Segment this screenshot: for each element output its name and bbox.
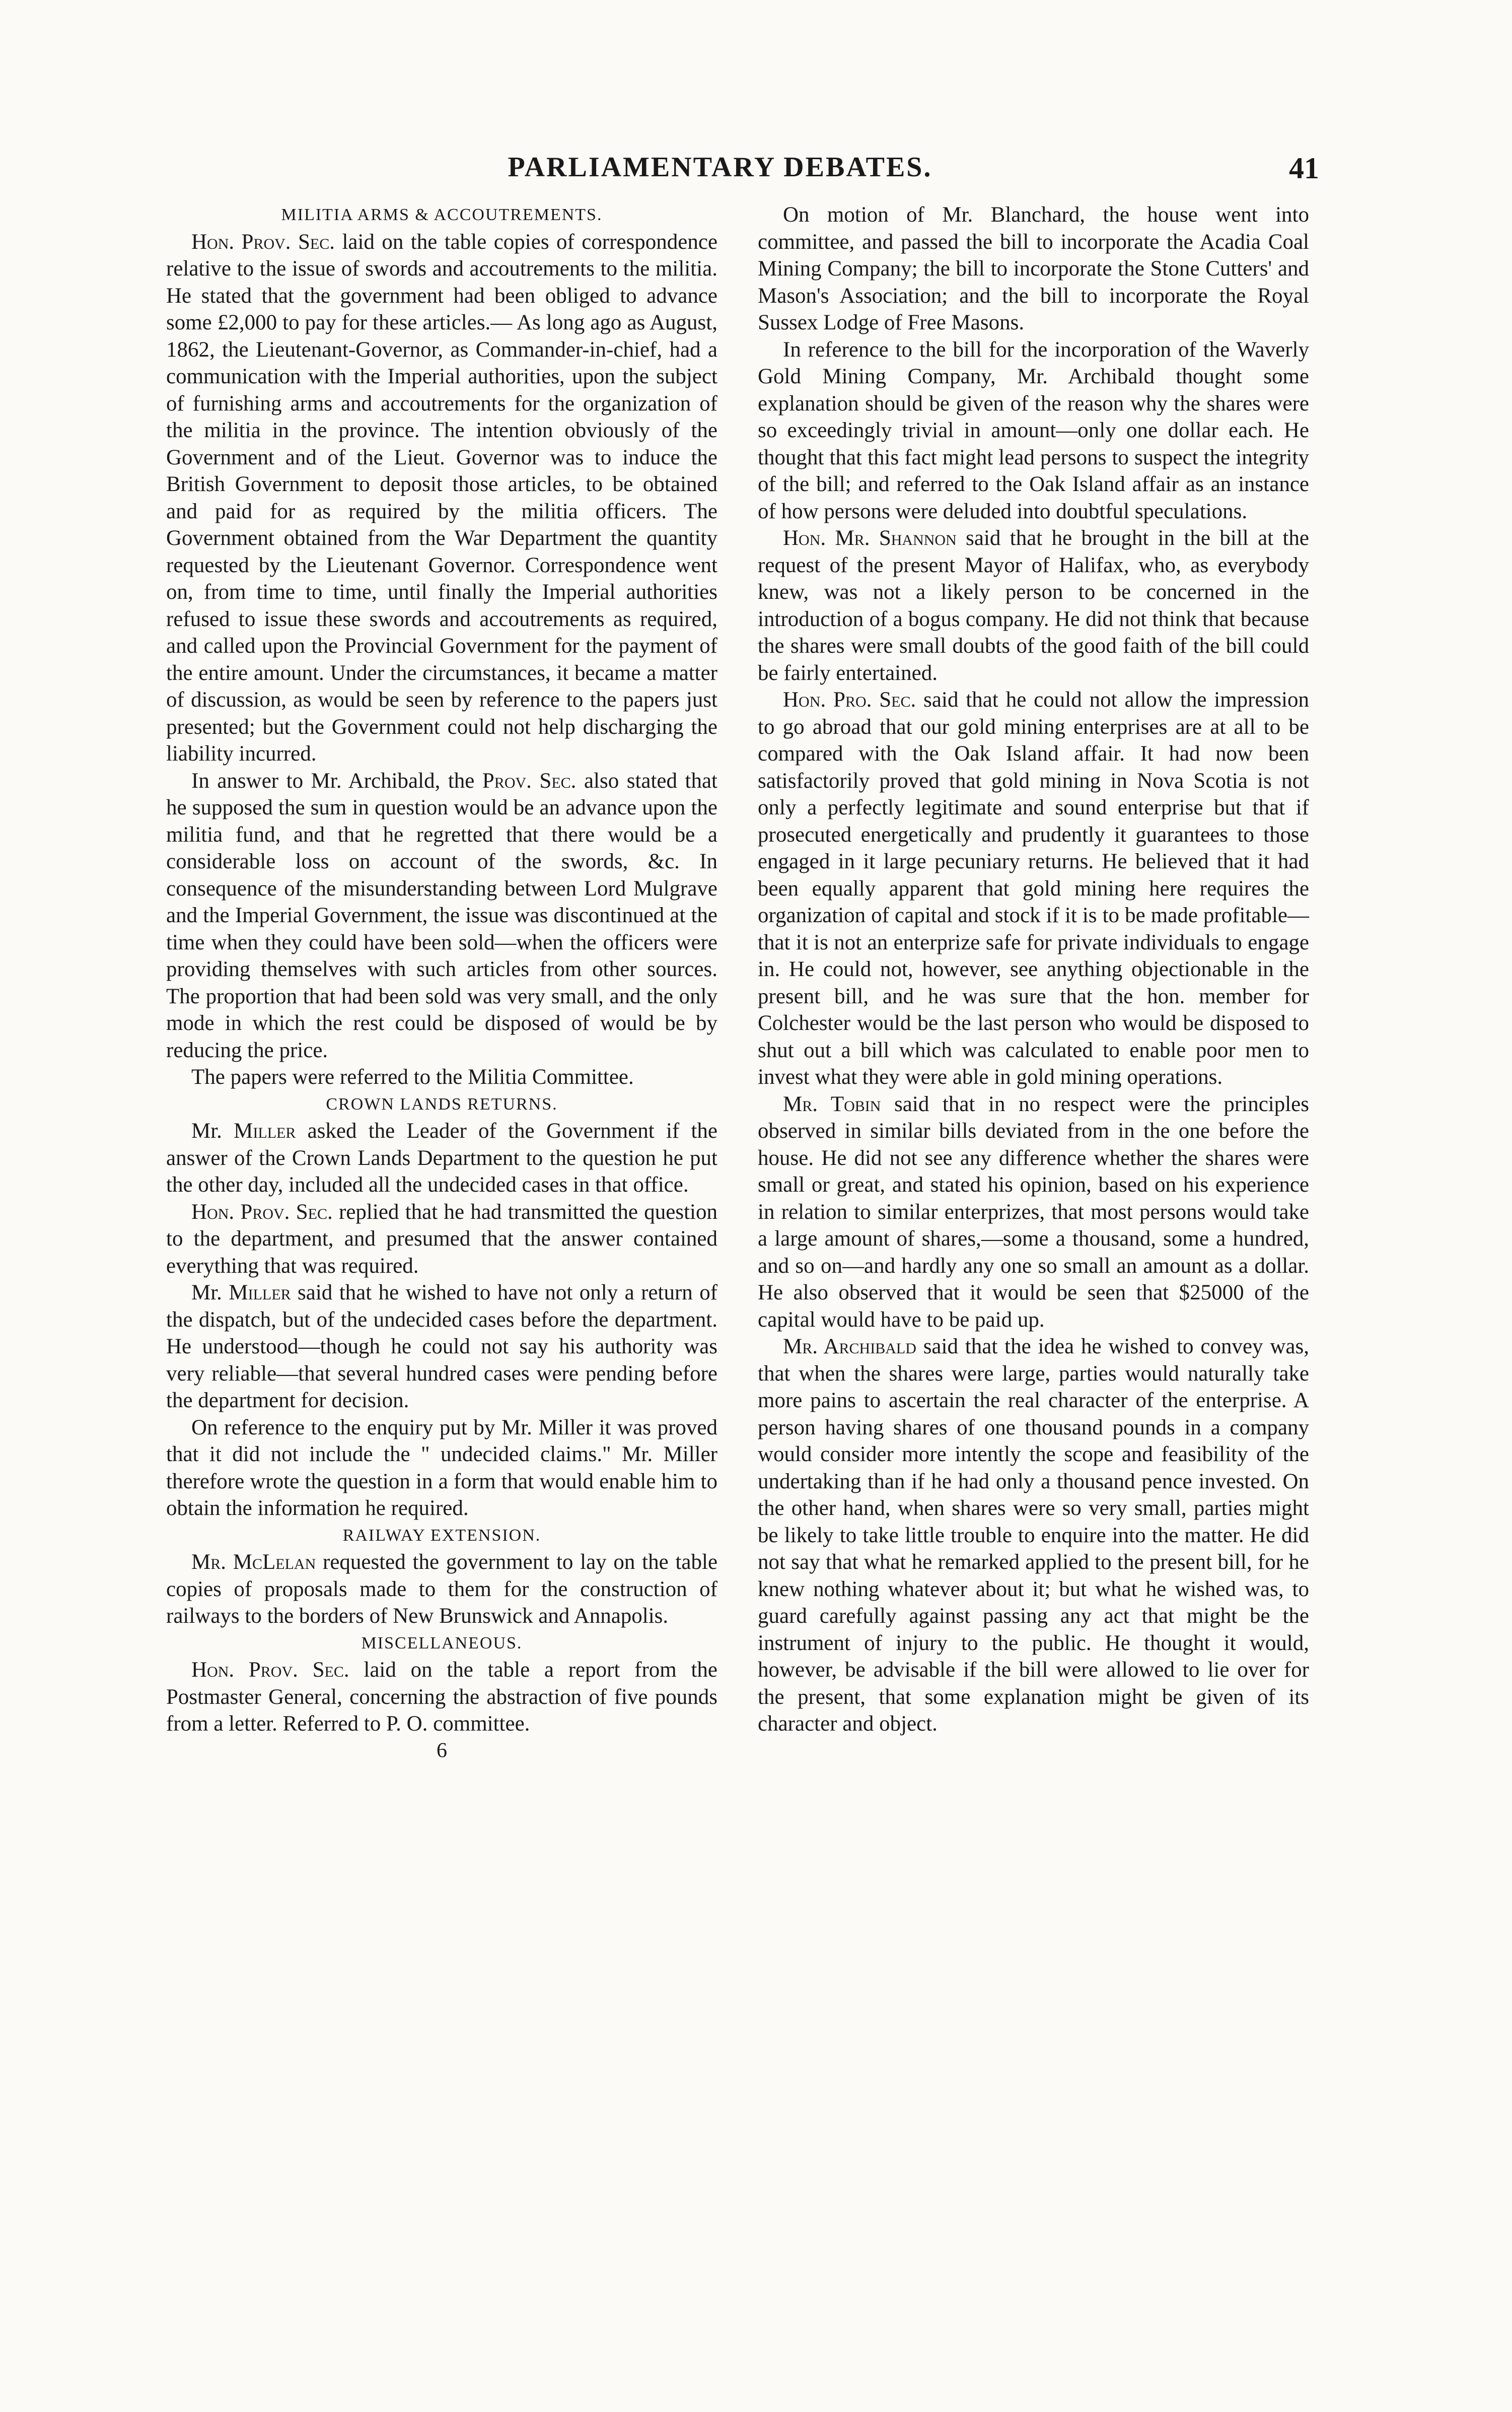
paragraph: [758, 201, 1309, 336]
paragraph-text: On motion of Mr. Blanchard, the house went into committee, and passed the bill to incorporate the Acadia Coal Mining Company; the bill to incorporate the Stone Cutters' and Mason's Association; and the bill to incorporate the Royal Sussex Lodge of Free Masons.: [758, 203, 1309, 334]
paragraph-text: replied that he had transmitted the question to the department, and presumed that the answer contained everything that was required.: [166, 1200, 717, 1278]
running-head: [166, 151, 1319, 191]
paragraph-text: requested the government to lay on the table copies of proposals made to them for the construction of railways to the borders of New Brunswick and Annapolis.: [166, 1550, 718, 1628]
speaker-name: Prov. Sec.: [482, 769, 577, 793]
speaker-name: Hon. Pro. Sec.: [783, 688, 916, 712]
speaker-name: Miller: [229, 1281, 291, 1304]
paragraph-text: On reference to the enquiry put by Mr. Miller it was proved that it did not include the " undecided claims." Mr. Miller therefore wrote the question in a form that would enable him to obtain the information he required.: [166, 1415, 717, 1520]
paragraph: [166, 1414, 717, 1522]
paragraph-text: said that he wished to have not only a return of the dispatch, but of the undecided cases before the department. He understood—though he could not say his authority was very reliable—that several hundred cases were pending before the department for decision.: [166, 1281, 718, 1412]
speaker-name: Hon. Prov. Sec.: [191, 1200, 333, 1224]
speaker-name: Mr. McLelan: [191, 1550, 316, 1574]
paragraph-text: The papers were referred to the Militia Committee.: [191, 1065, 634, 1089]
section-heading-militia: MILITIA ARMS & ACCOUTREMENTS.: [281, 205, 603, 224]
page-number: 41: [1289, 152, 1319, 185]
speaker-name: Mr. Tobin: [783, 1092, 881, 1116]
section-heading-railway: RAILWAY EXTENSION.: [342, 1526, 541, 1545]
paragraph-text: Mr.: [191, 1119, 222, 1143]
signature-mark: 6: [437, 1739, 447, 1762]
paragraph-text: laid on the table copies of correspondence relative to the issue of swords and accoutrements to the militia. He stated that the government had been obliged to advance some £2,000 to pay for these articles.— As long ago as August, 1862, the Lieutenant-Governor, as Commander-in-chief, had a communication with the Imperial authorities, upon the subject of furnishing arms and accoutrements for the organization of the militia in the province. The intention obviously of the Government and of the Lieut. Governor was to induce the British Government to deposit those articles, to be obtained and paid for as required by the militia officers. The Government obtained from the War Department the quantity requested by the Lieutenant Governor. Correspondence went on, from time to time, until finally the Imperial authorities refused to issue these swords and accoutrements as required, and called upon the Provincial Government for the payment of the entire amount. Under the circumstances, it became a matter of discussion, as would be seen by reference to the papers just presented; but the Government could not help discharging the liability incurred.: [166, 230, 718, 766]
paragraph-text: asked the Leader of the Government if the answer of the Crown Lands Department to the question he put the other day, included all the undecided cases in that office.: [166, 1119, 717, 1197]
paragraph: [166, 1118, 717, 1199]
paragraph-text: In reference to the bill for the incorporation of the Waverly Gold Mining Company, Mr. Archibald thought some explanation should be given of the reason why the shares were so exceedingly trivial in amount—only one dollar each. He thought that this fact might lead persons to suspect the integrity of the bill; and referred to the Oak Island affair as an instance of how persons were deluded into doubtful speculations.: [758, 337, 1309, 523]
paragraph: [166, 768, 717, 1064]
running-title: PARLIAMENTARY DEBATES.: [508, 152, 932, 183]
paragraph-text: said that the idea he wished to convey was, that when the shares were large, parties would naturally take more pains to ascertain the real character of the enterprise. A person having shares of one thousand pounds in a company would consider more intently the scope and feasibility of the undertaking than if he had only a thousand pence invested. On the other hand, when shares were so very small, parties might be likely to take little trouble to enquire into the matter. He did not say that what he remarked applied to the present bill, for he knew nothing whatever about it; but what he wished was, to guard carefully against passing any act that might be the instrument of injury to the public. He thought it would, however, be advisable if the bill were allowed to lie over for the present, that some explanation might be given of its character and object.: [758, 1335, 1309, 1736]
left-column: [166, 201, 717, 1764]
paragraph: [758, 336, 1309, 525]
paragraph: [166, 1279, 717, 1414]
paragraph-text: In answer to Mr. Archibald, the: [191, 769, 475, 793]
paragraph: [166, 1199, 717, 1280]
paragraph: [758, 686, 1309, 1091]
paragraph: [758, 1333, 1309, 1738]
paragraph: [166, 1064, 717, 1091]
section-heading-miscellaneous: MISCELLANEOUS.: [361, 1633, 523, 1652]
paragraph-text: also stated that he supposed the sum in question would be an advance upon the militia fund, and that he regretted that there would be a considerable loss on account of the swords, &c. In consequence of the misunderstanding between Lord Mulgrave and the Imperial Government, the issue was discontinued at the time when they could have been sold—when the officers were providing themselves with such articles from other sources. The proportion that had been sold was very small, and the only mode in which the rest could be disposed of would be by reducing the price.: [166, 769, 718, 1062]
speaker-name: Hon. Prov. Sec.: [191, 230, 335, 254]
paragraph: [166, 1657, 717, 1738]
speaker-name: Miller: [234, 1119, 296, 1143]
paragraph-text: Mr.: [191, 1281, 222, 1304]
speaker-name: Mr. Archibald: [783, 1335, 916, 1358]
section-heading-crown-lands: CROWN LANDS RETURNS.: [326, 1094, 558, 1114]
paragraph-text: said that he brought in the bill at the request of the present Mayor of Halifax, who, as everybody knew, was not a likely person to be concerned in the introduction of a bogus company. He did not think that because the shares were small doubts of the good faith of the bill could be fairly entertained.: [758, 526, 1310, 685]
paragraph: [166, 229, 717, 768]
paragraph-text: said that in no respect were the principles observed in similar bills deviated from in the one before the house. He did not see any difference whether the shares were small or great, and stated his opinion, based on his experience in relation to similar enterprizes, that most persons would take a large amount of shares,—some a thousand, some a hundred, and so on—and hardly any one so small an amount as a dollar. He also observed that it would be seen that $25000 of the capital would have to be paid up.: [758, 1092, 1309, 1332]
speaker-name: Hon. Prov. Sec.: [191, 1658, 349, 1682]
paragraph: [166, 1549, 717, 1630]
speaker-name: Hon. Mr. Shannon: [783, 526, 957, 550]
paragraph-text: said that he could not allow the impression to go abroad that our gold mining enterprises are at all to be compared with the Oak Island affair. It had now been satisfactorily proved that gold mining in Nova Scotia is not only a perfectly legitimate and sound enterprise but that if prosecuted energetically and prudently it guarantees to those engaged in it large pecuniary returns. He believed that it had been equally apparent that gold mining here requires the organization of capital and stock if it is to be made profitable—that it is not an enterprize safe for private individuals to engage in. He could not, however, see anything objectionable in the present bill, and he was sure that the hon. member for Colchester would be the last person who would be disposed to shut out a bill which was calculated to enable poor men to invest what they were able in gold mining operations.: [758, 688, 1310, 1089]
paragraph: [758, 525, 1309, 686]
right-column: [758, 201, 1309, 1738]
paragraph-text: laid on the table a report from the Postmaster General, concerning the abstraction of five pounds from a letter. Referred to P. O. committee.: [166, 1658, 718, 1736]
paragraph: [758, 1091, 1309, 1334]
